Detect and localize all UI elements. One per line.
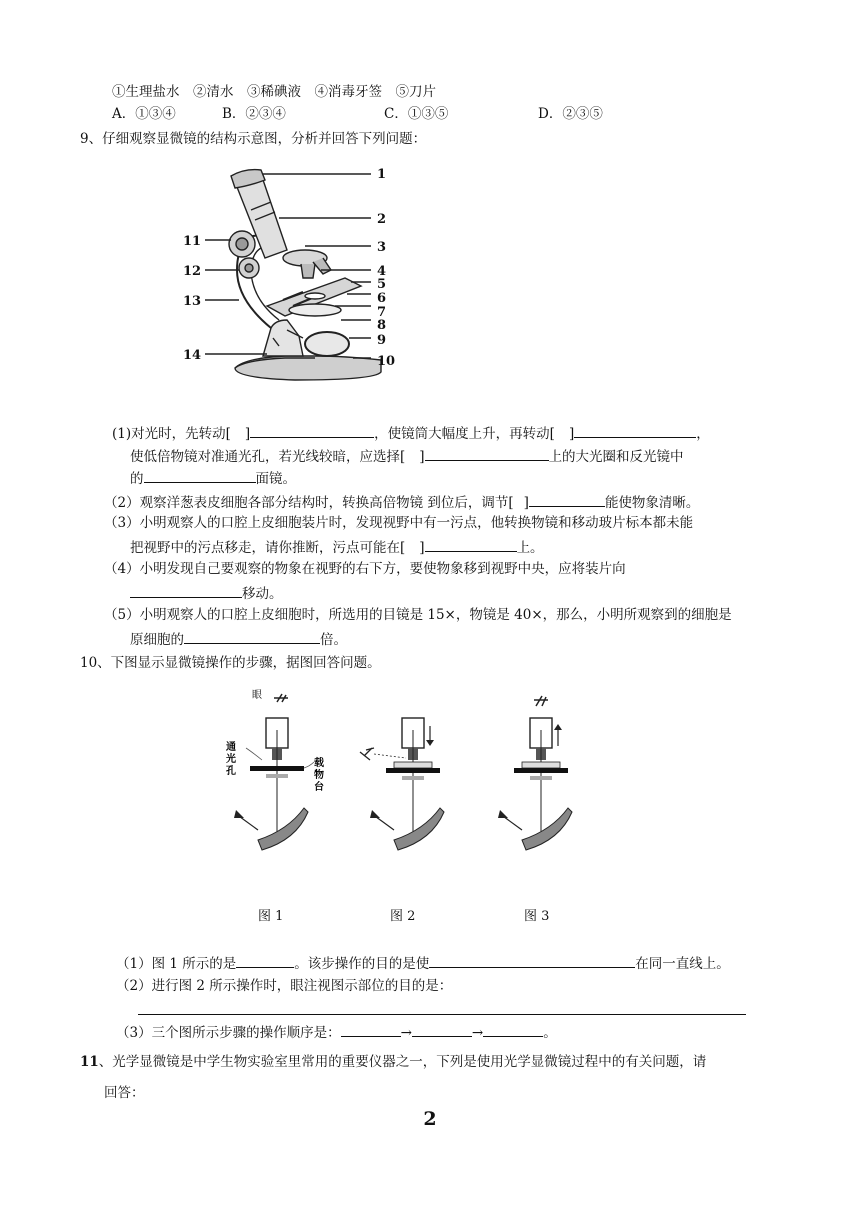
microscope-label-9: 9 xyxy=(377,333,387,348)
microscope-label-12: 12 xyxy=(183,264,202,279)
microscope-label-8: 8 xyxy=(377,318,387,333)
q10-sub1: （1）图 1 所示的是 。该步操作的目的是使 在同一直线上。 xyxy=(116,953,730,973)
q10-sub2-answer-line xyxy=(138,1014,746,1015)
q9-sub3-line1: （3）小明观察人的口腔上皮细胞装片时，发现视野中有一污点，他转换物镜和移动玻片标本都未能 xyxy=(104,515,694,531)
q9-sub1-line2: 使低倍物镜对准通光孔，若光线较暗，应选择[ ] 上的大光圈和反光镜中 xyxy=(130,446,684,466)
microscope-label-4: 4 xyxy=(377,264,387,279)
q9-sub4-line1: （4）小明发现自己要观察的物象在视野的右下方，要使物象移到视野中央，应将装片向 xyxy=(104,561,626,577)
fig1-stage-label-1: 载 xyxy=(314,758,324,769)
fig1-eye-label: 眼 xyxy=(252,690,262,701)
q9-sub1-line3: 的 面镜。 xyxy=(130,468,296,488)
q8-materials: ①生理盐水 ②清水 ③稀碘液 ④消毒牙签 ⑤刀片 xyxy=(112,84,436,100)
q9-sub1-line1: (1)对光时，先转动[ ] ，使镜筒大幅度上升，再转动[ ] ， xyxy=(112,423,710,443)
operation-figure-3 xyxy=(486,690,606,865)
figure-1-caption: 图 1 xyxy=(258,909,284,924)
microscope-diagram xyxy=(175,160,415,392)
q8-option-a: A．①③④ xyxy=(112,106,176,122)
q11-line1: 11、光学显微镜是中学生物实验室里常用的重要仪器之一，下列是使用光学显微镜过程中的有关问题，请 xyxy=(80,1054,707,1070)
microscope-label-3: 3 xyxy=(377,240,387,255)
q9-sub3-line2: 把视野中的污点移走，请你推断，污点可能在[ ] 上。 xyxy=(130,537,544,557)
q8-option-d: D．②③⑤ xyxy=(538,106,603,122)
fig1-hole-label-2: 光 xyxy=(226,754,236,765)
q9-sub5-line2: 原细胞的 倍。 xyxy=(130,629,347,649)
q11-line2: 回答： xyxy=(104,1085,145,1101)
microscope-label-1: 1 xyxy=(377,167,387,182)
page-number: 2 xyxy=(423,1108,437,1130)
fig1-hole-label-1: 通 xyxy=(226,742,236,753)
q9-title: 9、仔细观察显微镜的结构示意图，分析并回答下列问题： xyxy=(80,131,427,147)
q9-sub4-line2: 移动。 xyxy=(130,583,283,603)
q10-sub3: （3）三个图所示步骤的操作顺序是： → → 。 xyxy=(116,1022,557,1042)
operation-figure-1 xyxy=(222,690,342,865)
microscope-label-11: 11 xyxy=(183,234,202,249)
microscope-label-13: 13 xyxy=(183,294,202,309)
microscope-label-2: 2 xyxy=(377,212,387,227)
microscope-label-5: 5 xyxy=(377,277,387,292)
q9-sub5-line1: （5）小明观察人的口腔上皮细胞时，所选用的目镜是 15×，物镜是 40×，那么，小明所观察到的细胞是 xyxy=(104,607,732,623)
figure-3-caption: 图 3 xyxy=(524,909,550,924)
q9-sub2: （2）观察洋葱表皮细胞各部分结构时，转换高倍物镜 到位后，调节[ ] 能使物象清晰。 xyxy=(104,492,699,512)
microscope-label-7: 7 xyxy=(377,305,387,320)
operation-figure-2 xyxy=(352,690,472,865)
microscope-label-10: 10 xyxy=(377,354,396,369)
q8-option-c: C．①③⑤ xyxy=(384,106,449,122)
fig1-stage-label-2: 物 xyxy=(314,770,324,781)
fig1-stage-label-3: 台 xyxy=(314,782,324,793)
q10-title: 10、下图显示显微镜操作的步骤，据图回答问题。 xyxy=(80,655,381,671)
q10-sub2: （2）进行图 2 所示操作时，眼注视图示部位的目的是： xyxy=(116,978,453,994)
microscope-label-6: 6 xyxy=(377,291,387,306)
fig1-hole-label-3: 孔 xyxy=(226,766,236,777)
q8-option-b: B．②③④ xyxy=(222,106,286,122)
figure-2-caption: 图 2 xyxy=(390,909,416,924)
microscope-label-14: 14 xyxy=(183,348,202,363)
